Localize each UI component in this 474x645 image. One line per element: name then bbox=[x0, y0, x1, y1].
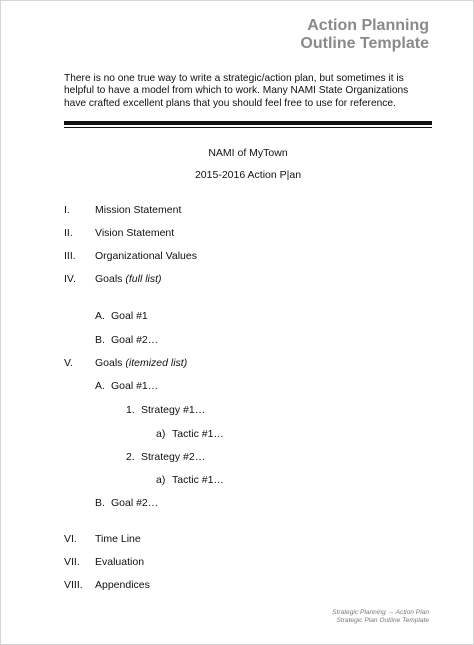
outline-number: V. bbox=[64, 357, 73, 369]
outline-label: Tactic #1… bbox=[172, 428, 224, 440]
outline-label: Goal #1 bbox=[111, 310, 148, 322]
outline-number: VI. bbox=[64, 533, 77, 545]
outline-label: Evaluation bbox=[95, 556, 145, 568]
outline-label: Mission Statement bbox=[95, 204, 182, 216]
outline-note: (full list) bbox=[125, 273, 162, 285]
outline-note: (itemized list) bbox=[125, 357, 188, 369]
outline-number: a) bbox=[156, 428, 166, 440]
intro-paragraph: There is no one true way to write a strategic/action plan, but sometimes it is helpful to have a model from which to work. Many NAMI State Organizations have crafted excellent plans that you should feel free to use for reference. bbox=[64, 73, 409, 109]
plan-title: 2015-2016 Action P|an bbox=[194, 169, 302, 181]
outline-number: 2. bbox=[126, 451, 135, 463]
outline-label: Time Line bbox=[95, 533, 141, 545]
title-line-1: Action Planning bbox=[307, 17, 429, 34]
outline-label: Goal #2… bbox=[111, 497, 159, 509]
outline-label: Organizational Values bbox=[95, 250, 197, 262]
outline-label: Goals bbox=[95, 357, 123, 369]
outline-number: III. bbox=[64, 250, 76, 262]
outline-label: Vision Statement bbox=[95, 227, 175, 239]
outline-number: 1. bbox=[126, 404, 135, 416]
outline-label: Tactic #1… bbox=[172, 474, 224, 486]
org-name: NAMI of MyTown bbox=[208, 147, 288, 159]
outline-label: Appendices bbox=[95, 579, 150, 591]
outline-label-group bbox=[95, 357, 187, 369]
outline-number: A. bbox=[95, 380, 105, 392]
outline-number: IV. bbox=[64, 273, 76, 285]
footer-line-1: Strategic Planning → Action Plan bbox=[332, 609, 429, 616]
divider-thin bbox=[64, 127, 432, 128]
outline-label: Strategy #2… bbox=[141, 451, 206, 463]
outline-number: II. bbox=[64, 227, 73, 239]
outline-number: B. bbox=[95, 497, 105, 509]
outline-label: Goals bbox=[95, 273, 123, 285]
title-line-2: Outline Template bbox=[300, 35, 429, 52]
divider-thick bbox=[64, 121, 432, 125]
outline-label: Strategy #1… bbox=[141, 404, 206, 416]
document-title bbox=[300, 17, 429, 53]
outline-number: I. bbox=[64, 204, 70, 216]
page-footer bbox=[332, 609, 429, 626]
outline-label: Goal #1… bbox=[111, 380, 159, 392]
outline-number: A. bbox=[95, 310, 105, 322]
outline-label: Goal #2… bbox=[111, 334, 159, 346]
outline-number: a) bbox=[156, 474, 166, 486]
outline-number: B. bbox=[95, 334, 105, 346]
outline-number: VIII. bbox=[64, 579, 83, 591]
outline-label-group bbox=[95, 273, 162, 285]
footer-line-2: Strategic Plan Outline Template bbox=[336, 617, 429, 625]
outline-number: VII. bbox=[64, 556, 80, 568]
